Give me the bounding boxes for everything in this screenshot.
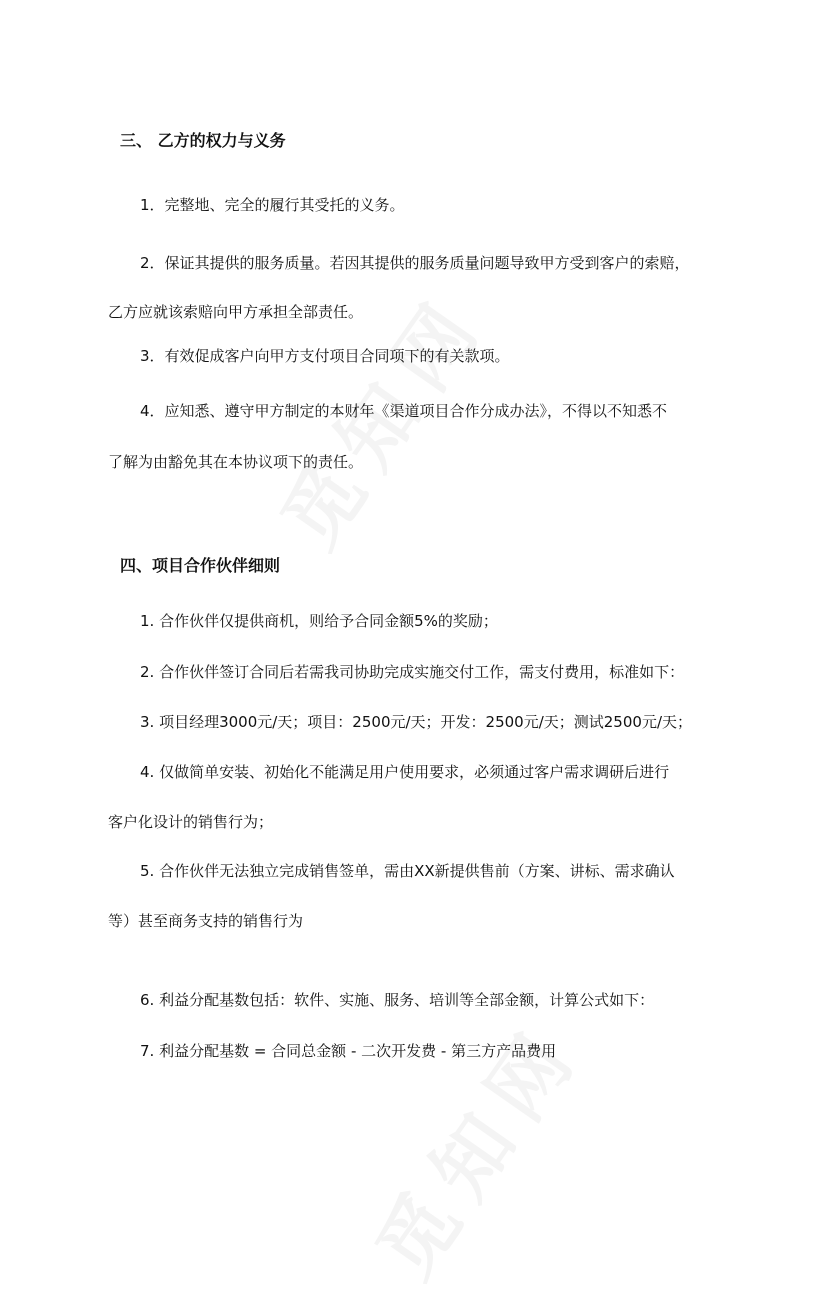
section-4-item-1: 1. 合作伙伴仅提供商机，则给予合同金额5%的奖励； (140, 612, 498, 630)
section-4-item-7: 7. 利益分配基数 = 合同总金额 - 二次开发费 - 第三方产品费用 (140, 1042, 557, 1060)
section-3-heading: 三、 乙方的权力与义务 (120, 131, 286, 150)
section-3-item-2: 2．保证其提供的服务质量。若因其提供的服务质量问题导致甲方受到客户的索赔， (140, 254, 690, 272)
section-4-item-5-continued: 等）甚至商务支持的销售行为 (108, 912, 304, 930)
section-3-item-4-continued: 了解为由豁免其在本协议项下的责任。 (108, 453, 364, 471)
section-3-item-1: 1．完整地、完全的履行其受托的义务。 (140, 196, 405, 214)
section-3-item-4: 4．应知悉、遵守甲方制定的本财年《渠道项目合作分成办法》，不得以不知悉不 (140, 402, 668, 420)
section-4-item-4: 4. 仅做简单安装、初始化不能满足用户使用要求，必须通过客户需求调研后进行 (140, 763, 670, 781)
section-4-item-4-continued: 客户化设计的销售行为； (108, 813, 274, 831)
section-4-item-2: 2. 合作伙伴签订合同后若需我司协助完成实施交付工作，需支付费用，标准如下： (140, 663, 685, 681)
section-4-heading: 四、项目合作伙伴细则 (120, 556, 281, 575)
section-3-item-2-continued: 乙方应就该索赔向甲方承担全部责任。 (108, 303, 364, 321)
section-3-item-3: 3．有效促成客户向甲方支付项目合同项下的有关款项。 (140, 347, 510, 365)
section-4-item-6: 6. 利益分配基数包括：软件、实施、服务、培训等全部金额，计算公式如下： (140, 991, 655, 1009)
section-4-item-5: 5. 合作伙伴无法独立完成销售签单，需由XX新提供售前（方案、讲标、需求确认 (140, 862, 675, 880)
section-4-item-3: 3. 项目经理3000元/天；项目：2500元/天；开发：2500元/天；测试2500元/天； (140, 713, 692, 731)
